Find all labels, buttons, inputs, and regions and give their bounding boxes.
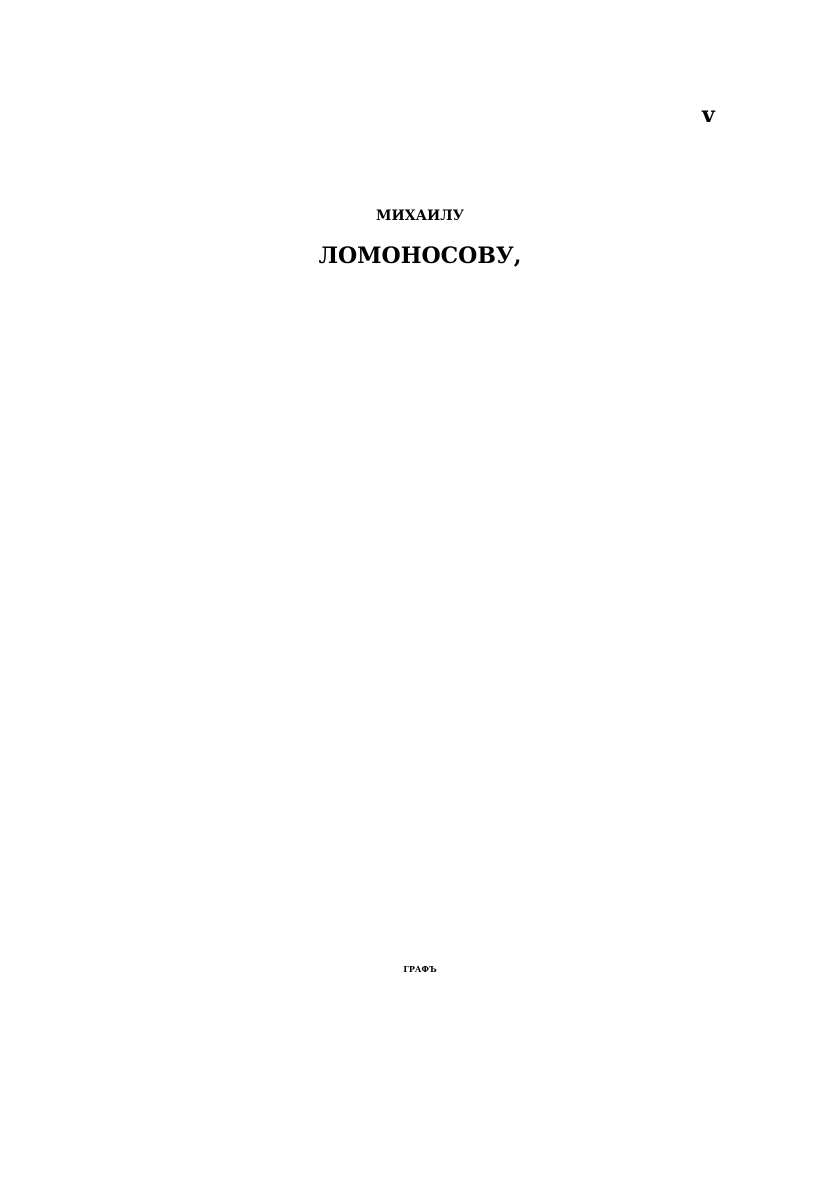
page-number: v [702,102,715,128]
name-line-lomonosovu: ЛОМОНОСОВУ, [318,243,522,269]
dedication-line-26: ГРАФЪ [403,964,437,974]
name-line-mikhailu: МИХАИЛУ [376,208,464,224]
